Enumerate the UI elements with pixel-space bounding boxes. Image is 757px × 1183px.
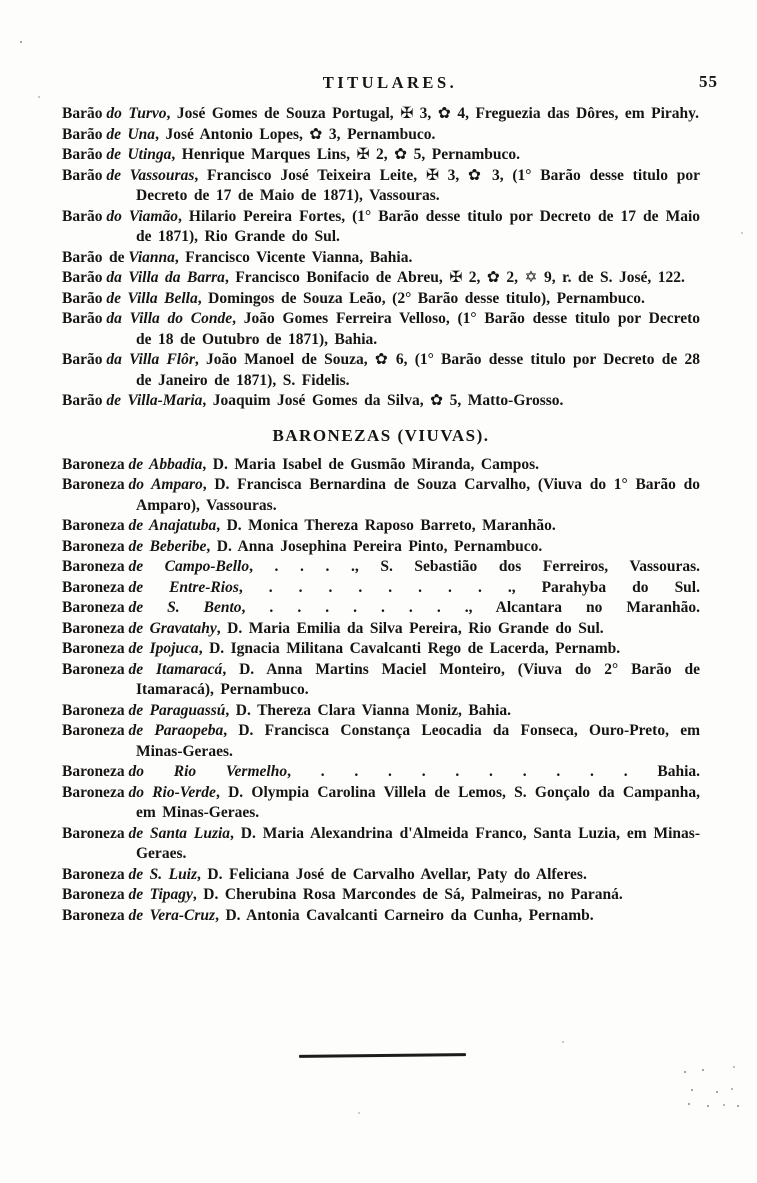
scan-speck bbox=[723, 1104, 725, 1106]
entry-text: , D. Feliciana José de Carvalho Avellar, Paty do Alferes. bbox=[197, 865, 587, 883]
entry-text: , Francisco Vicente Vianna, Bahia. bbox=[174, 248, 413, 266]
entry-text: , . . . ., S. Sebastião dos Ferreiros, Vassouras. bbox=[249, 558, 700, 575]
entry-title-name: de Tipagy bbox=[128, 886, 193, 903]
scan-speck bbox=[684, 1071, 686, 1073]
entry-text: , D. Anna Martins Maciel Monteiro, (Viuva do 2° Barão de Itamaracá), Pernambuco. bbox=[136, 660, 700, 698]
entry-title-name: de Utinga bbox=[106, 146, 172, 163]
entry-rank: Baroneza bbox=[62, 640, 125, 657]
entry-rank: Barão bbox=[62, 289, 103, 307]
entry bbox=[62, 289, 700, 310]
entry-title-name: de Villa-Maria bbox=[106, 392, 203, 409]
entry-rank: Baroneza bbox=[62, 783, 125, 801]
entry-text: , Joaquim José Gomes da Silva, ✿ 5, Matto-Grosso. bbox=[202, 392, 564, 409]
entry-rank: Baroneza bbox=[62, 722, 125, 739]
entry-title-name: do Rio Vermelho bbox=[128, 763, 288, 780]
section-heading: BARONEZAS (VIUVAS). bbox=[272, 425, 490, 445]
entry-title-name: de Vera-Cruz bbox=[128, 906, 216, 924]
scan-speck bbox=[688, 1103, 690, 1105]
entry-text: , D. Cherubina Rosa Marcondes de Sá, Palmeiras, no Paraná. bbox=[192, 886, 623, 903]
entry bbox=[62, 268, 700, 289]
entry bbox=[62, 557, 700, 578]
entry-text: , . . . . . . . . ., Parahyba do Sul. bbox=[238, 578, 700, 596]
entry-rank: Barão de bbox=[62, 248, 125, 266]
entry bbox=[62, 455, 700, 476]
entry-title-name: do Rio-Verde bbox=[128, 783, 216, 801]
entry-text: , D. Antonia Cavalcanti Carneiro da Cunha, Pernamb. bbox=[215, 906, 594, 924]
entry-text: , . . . . . . . ., Alcantara no Maranhão. bbox=[241, 599, 700, 616]
entry-rank: Baroneza bbox=[62, 517, 125, 534]
entry bbox=[62, 660, 700, 701]
scan-speck bbox=[562, 1041, 564, 1043]
entry-title-name: do Viamão bbox=[106, 207, 178, 225]
entry-title-name: de Anajatuba bbox=[128, 517, 217, 534]
entry-list bbox=[62, 104, 700, 926]
scan-speck bbox=[20, 41, 22, 43]
entry-rank: Barão bbox=[62, 351, 103, 368]
entry bbox=[62, 350, 700, 391]
entry bbox=[62, 721, 700, 762]
entry-text: , D. Anna Josephina Pereira Pinto, Pernambuco. bbox=[206, 537, 543, 555]
entry-text: , João Manoel de Souza, ✿ 6, (1° Barão desse titulo por Decreto de 28 de Janeiro de 1871), S. Fidelis. bbox=[136, 351, 700, 389]
scan-speck bbox=[741, 232, 743, 234]
entry-rank: Baroneza bbox=[62, 763, 125, 780]
scan-speck bbox=[358, 1112, 360, 1114]
entry bbox=[62, 207, 700, 248]
entry-rank: Baroneza bbox=[62, 824, 125, 842]
scan-speck bbox=[691, 1089, 693, 1091]
entry-title-name: de S. Bento bbox=[128, 599, 242, 616]
entry-text: , Henrique Marques Lins, ✠ 2, ✿ 5, Pernambuco. bbox=[171, 146, 521, 163]
entry-rank: Baroneza bbox=[62, 660, 125, 678]
entry-text: , D. Ignacia Militana Cavalcanti Rego de Lacerda, Pernamb. bbox=[198, 640, 621, 657]
entry bbox=[62, 166, 700, 207]
entry bbox=[62, 145, 700, 166]
entry bbox=[62, 619, 700, 640]
scan-speck bbox=[716, 1091, 718, 1093]
entry-title-name: do Turvo bbox=[106, 105, 167, 122]
entry-rank: Barão bbox=[62, 269, 103, 286]
entry-text: , . . . . . . . . . . Bahia. bbox=[287, 763, 700, 780]
entry bbox=[62, 537, 700, 558]
entry-rank: Barão bbox=[62, 392, 103, 409]
entry-title-name: de Una bbox=[106, 125, 156, 143]
entry bbox=[62, 578, 700, 599]
entry-text: , Hilario Pereira Fortes, (1° Barão desse titulo por Decreto de 17 de Maio de 1871), Rio Grande do Sul. bbox=[136, 207, 701, 245]
entry-title-name: de Abbadia bbox=[128, 455, 203, 473]
entry-text: , D. Francisca Bernardina de Souza Carvalho, (Viuva do 1° Barão do Amparo), Vassouras. bbox=[136, 476, 700, 514]
entry bbox=[62, 824, 700, 865]
entry-rank: Barão bbox=[62, 207, 103, 225]
entry-text: , José Antonio Lopes, ✿ 3, Pernambuco. bbox=[155, 125, 436, 143]
entry bbox=[62, 783, 700, 824]
entry-title-name: de Gravatahy bbox=[128, 619, 217, 637]
entry-text: , D. Maria Isabel de Gusmão Miranda, Campos. bbox=[202, 455, 540, 473]
entry-title-name: de Itamaracá bbox=[128, 660, 223, 678]
scan-speck bbox=[702, 1069, 704, 1071]
entry-text: , D. Maria Alexandrina d'Almeida Franco, Santa Luzia, em Minas-Geraes. bbox=[136, 824, 700, 862]
entry bbox=[62, 391, 700, 412]
entry bbox=[62, 639, 700, 660]
entry-title-name: Vianna bbox=[128, 248, 175, 266]
entry-text: , D. Thereza Clara Vianna Moniz, Bahia. bbox=[225, 701, 512, 719]
scan-speck bbox=[38, 96, 40, 98]
entry-text: , Domingos de Souza Leão, (2° Barão desse titulo), Pernambuco. bbox=[197, 289, 645, 307]
entry-title-name: de Campo-Bello bbox=[128, 558, 250, 575]
entry bbox=[62, 248, 700, 269]
page-number: 55 bbox=[699, 72, 718, 91]
entry-rank: Barão bbox=[62, 105, 103, 122]
entry-rank: Barão bbox=[62, 166, 103, 184]
entry-title-name: da Villa da Barra bbox=[106, 269, 225, 286]
entry-rank: Baroneza bbox=[62, 578, 125, 596]
entry-rank: Baroneza bbox=[62, 619, 125, 637]
section-end-rule bbox=[299, 1053, 466, 1057]
entry-rank: Barão bbox=[62, 146, 103, 163]
entry bbox=[62, 104, 700, 125]
entry-rank: Baroneza bbox=[62, 537, 125, 555]
entry bbox=[62, 885, 700, 906]
entry-rank: Baroneza bbox=[62, 558, 125, 575]
entry-title-name: de Paraguassú bbox=[128, 701, 226, 719]
entry bbox=[62, 309, 700, 350]
entry-rank: Barão bbox=[62, 310, 103, 327]
entry-rank: Baroneza bbox=[62, 701, 125, 719]
entry-rank: Baroneza bbox=[62, 886, 125, 903]
entry-rank: Baroneza bbox=[62, 906, 125, 924]
entry-title-name: de Entre-Rios bbox=[128, 578, 239, 596]
entry-text: , D. Maria Emilia da Silva Pereira, Rio Grande do Sul. bbox=[216, 619, 604, 637]
entry bbox=[62, 865, 700, 886]
entry-title-name: de Villa Bella bbox=[106, 289, 198, 307]
entry-title-name: de Beberibe bbox=[128, 537, 207, 555]
entry bbox=[62, 598, 700, 619]
running-head bbox=[62, 73, 718, 95]
entry bbox=[62, 516, 700, 537]
entry-title-name: da Villa do Conde bbox=[106, 310, 233, 327]
entry-title-name: de Vassouras bbox=[106, 166, 195, 184]
entry-text: , Francisco José Teixeira Leite, ✠ 3, ✿ 3, (1° Barão desse titulo por Decreto de 17 de Maio de 1871), Vassouras. bbox=[136, 166, 700, 204]
entry bbox=[62, 125, 700, 146]
entry-rank: Barão bbox=[62, 125, 103, 143]
running-title: TITULARES. bbox=[322, 73, 458, 92]
entry-text: , D. Francisca Constança Leocadia da Fonseca, Ouro-Preto, em Minas-Geraes. bbox=[136, 722, 700, 760]
entry-text: , D. Olympia Carolina Villela de Lemos, S. Gonçalo da Campanha, em Minas-Geraes. bbox=[136, 783, 700, 821]
entry-text: , D. Monica Thereza Raposo Barreto, Maranhão. bbox=[216, 517, 556, 534]
entry bbox=[62, 906, 700, 927]
entry bbox=[62, 762, 700, 783]
scan-speck bbox=[733, 1066, 735, 1068]
entry bbox=[62, 475, 700, 516]
scan-speck bbox=[731, 1088, 733, 1090]
entry-title-name: de Ipojuca bbox=[128, 640, 199, 657]
entry-title-name: de Paraopeba bbox=[128, 722, 224, 739]
entry-text: , João Gomes Ferreira Velloso, (1° Barão desse titulo por Decreto de 18 de Outubro de 1871), Bahia. bbox=[136, 310, 700, 348]
entry-rank: Baroneza bbox=[62, 476, 125, 493]
entry-rank: Baroneza bbox=[62, 455, 125, 473]
scan-speck bbox=[707, 1105, 709, 1107]
entry-title-name: de S. Luiz bbox=[128, 865, 198, 883]
scan-speck bbox=[737, 1105, 739, 1107]
entry-title-name: da Villa Flôr bbox=[106, 351, 195, 368]
entry-text: , José Gomes de Souza Portugal, ✠ 3, ✿ 4, Freguezia das Dôres, em Pirahy. bbox=[166, 105, 699, 122]
entry bbox=[62, 701, 700, 722]
entry-rank: Baroneza bbox=[62, 599, 125, 616]
entry-title-name: do Amparo bbox=[128, 476, 203, 493]
entry-title-name: de Santa Luzia bbox=[128, 824, 231, 842]
entry-text: , Francisco Bonifacio de Abreu, ✠ 2, ✿ 2, ✡ 9, r. de S. José, 122. bbox=[224, 269, 685, 286]
entry-rank: Baroneza bbox=[62, 865, 125, 883]
